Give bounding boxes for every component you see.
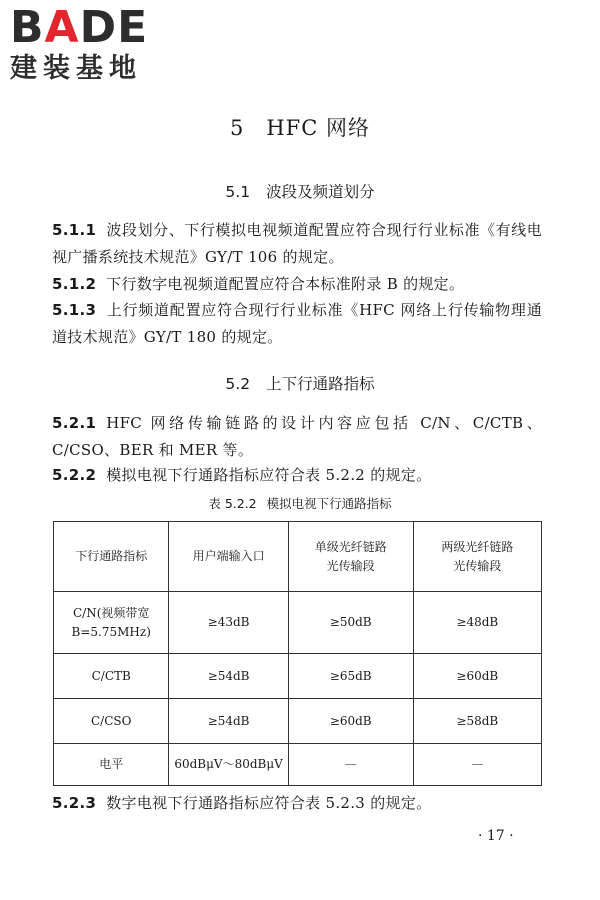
page-number: · 17 ·	[478, 828, 514, 844]
clause-number: 5.1.2	[52, 275, 97, 293]
user-input-cell: ≥54dB	[169, 654, 288, 699]
table-row	[54, 744, 542, 786]
table-caption-number: 表 5.2.2	[208, 496, 257, 511]
indicator-line: C/N(视频带宽	[73, 605, 150, 620]
user-input-cell: ≥54dB	[169, 699, 288, 744]
clause-text: 下行数字电视频道配置应符合本标准附录 B 的规定。	[106, 275, 465, 293]
header-cell-text: 单级光纤链路光传输段	[314, 539, 387, 573]
indicator-cell: 电平	[54, 744, 169, 786]
clause-5-2-3	[52, 790, 542, 817]
clause-text: 波段划分、下行模拟电视频道配置应符合现行行业标准《有线电视广播系统技术规范》GY/T 106 的规定。	[52, 221, 542, 266]
header-cell	[288, 522, 413, 592]
two-stage-cell: ≥58dB	[413, 699, 541, 744]
table-row	[54, 592, 542, 654]
clause-5-1-1	[52, 217, 542, 271]
single-stage-cell: ≥60dB	[288, 699, 413, 744]
table-caption	[0, 494, 600, 512]
two-stage-cell: —	[413, 744, 541, 786]
clause-5-2-1	[52, 410, 542, 464]
table-caption-title: 模拟电视下行通路指标	[266, 496, 392, 511]
table-row	[54, 699, 542, 744]
user-input-cell: ≥43dB	[169, 592, 288, 654]
clause-text: 数字电视下行通路指标应符合表 5.2.3 的规定。	[106, 794, 432, 812]
clause-number: 5.2.1	[52, 414, 97, 432]
indicator-cell: C/CSO	[54, 699, 169, 744]
indicator-line: B=5.75MHz)	[71, 624, 151, 639]
site-logo	[10, 2, 175, 84]
section-number: 5.2	[225, 375, 251, 393]
clause-5-2-2	[52, 462, 542, 489]
clause-number: 5.1.3	[52, 301, 97, 319]
table-header-row	[54, 522, 542, 592]
clause-text: 上行频道配置应符合现行行业标准《HFC 网络上行传输物理通道技术规范》GY/T 180 的规定。	[52, 301, 542, 346]
clause-number: 5.2.2	[52, 466, 97, 484]
clause-5-1-2	[52, 271, 542, 298]
table-row	[54, 654, 542, 699]
section-title-text: 波段及频道划分	[266, 183, 375, 201]
user-input-cell: 60dBμV～80dBμV	[169, 744, 288, 786]
section-number: 5.1	[225, 183, 251, 201]
section-heading-5-2	[0, 372, 600, 394]
header-cell: 下行通路指标	[54, 522, 169, 592]
clause-text: HFC 网络传输链路的设计内容应包括 C/N、C/CTB、C/CSO、BER 和 MER 等。	[52, 414, 542, 459]
clause-number: 5.1.1	[52, 221, 97, 239]
logo-wordmark: BADE	[10, 2, 149, 53]
clause-number: 5.2.3	[52, 794, 97, 812]
single-stage-cell: ≥65dB	[288, 654, 413, 699]
indicator-table	[53, 521, 542, 786]
chapter-title: 5 HFC 网络	[230, 116, 370, 140]
two-stage-cell: ≥60dB	[413, 654, 541, 699]
logo-subtitle: 建装基地	[10, 53, 142, 84]
indicator-cell: C/CTB	[54, 654, 169, 699]
header-cell	[413, 522, 541, 592]
header-cell-text: 两级光纤链路光传输段	[441, 539, 514, 573]
clause-text: 模拟电视下行通路指标应符合表 5.2.2 的规定。	[106, 466, 432, 484]
section-heading-5-1	[0, 180, 600, 202]
clause-5-1-3	[52, 297, 542, 351]
single-stage-cell: —	[288, 744, 413, 786]
single-stage-cell: ≥50dB	[288, 592, 413, 654]
section-title-text: 上下行通路指标	[266, 375, 375, 393]
two-stage-cell: ≥48dB	[413, 592, 541, 654]
indicator-cell	[54, 592, 169, 654]
header-cell: 用户端输入口	[169, 522, 288, 592]
